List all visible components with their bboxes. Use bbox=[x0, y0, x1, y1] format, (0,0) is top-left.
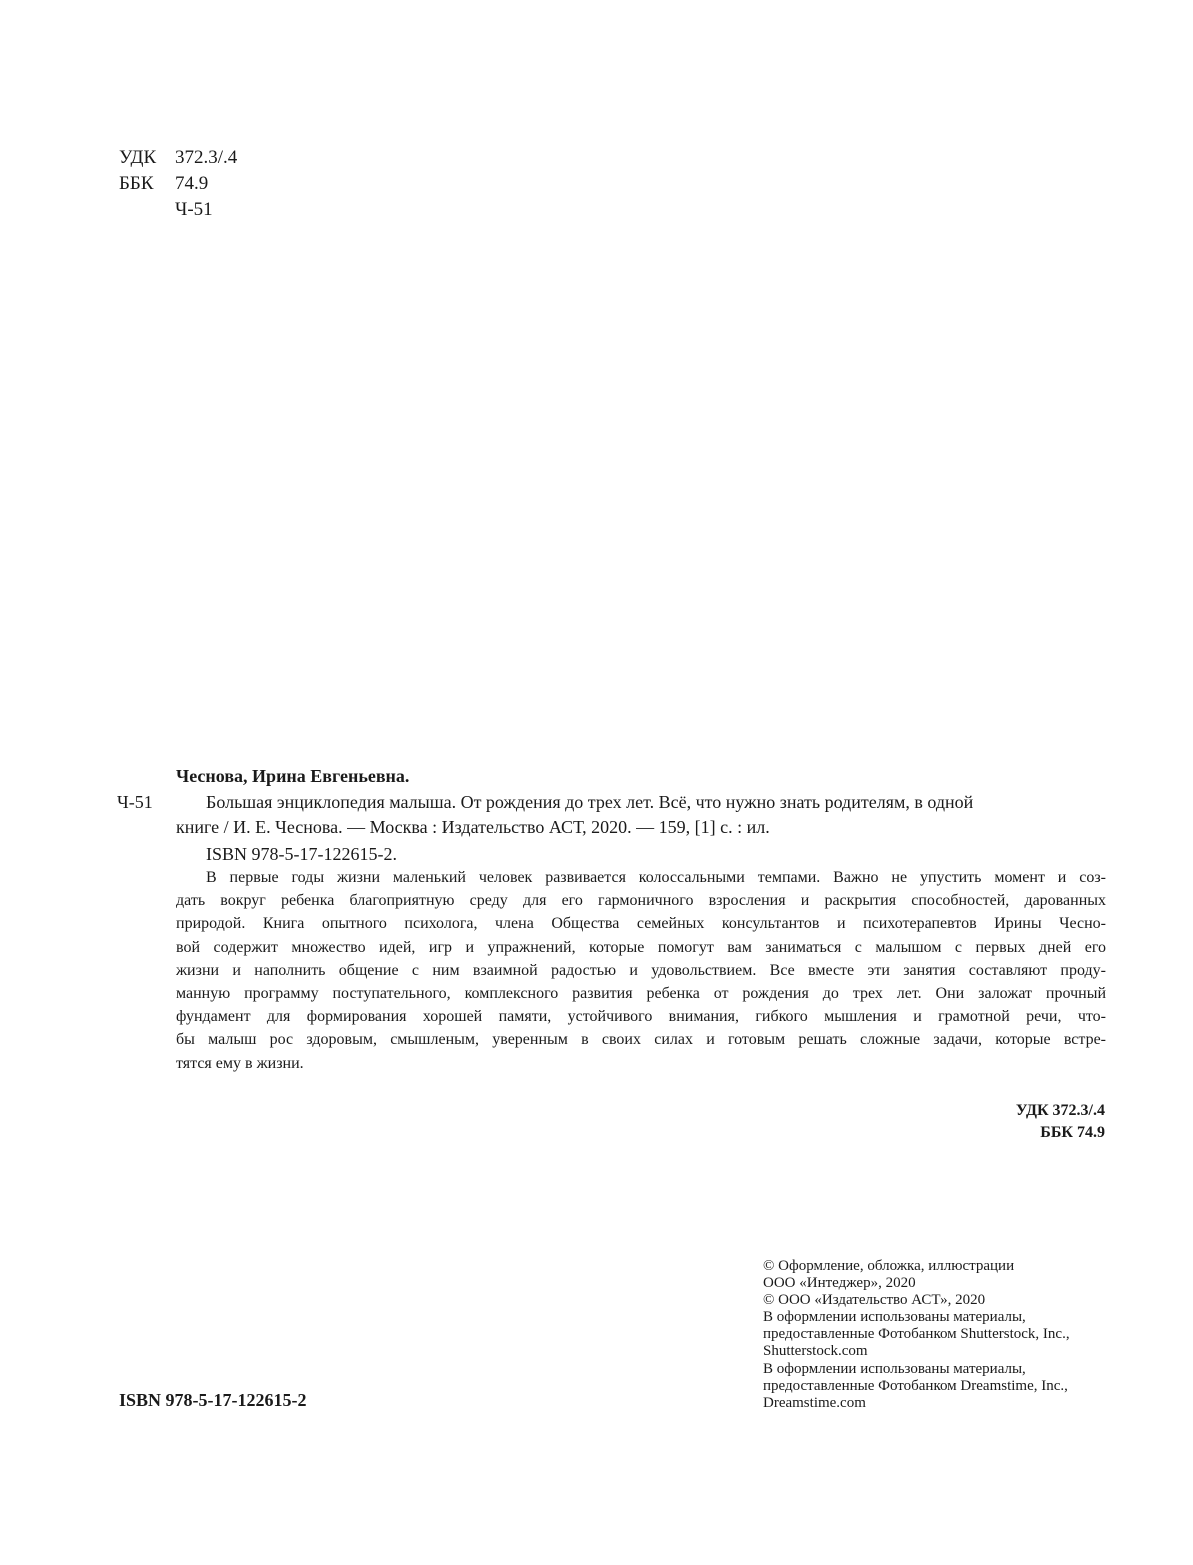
annotation-line: бы малыш рос здоровым, смышленым, уверенным в своих силах и готовым решать сложные задачи, которые встре- bbox=[176, 1031, 1106, 1049]
annotation bbox=[176, 866, 1106, 1075]
copyright-line: В оформлении использованы материалы, bbox=[763, 1360, 1026, 1377]
author-mark-left: Ч-51 bbox=[117, 792, 153, 812]
bbk-label: ББК bbox=[119, 173, 154, 194]
copyright-block bbox=[763, 1258, 1070, 1412]
bbk-value: 74.9 bbox=[175, 173, 209, 194]
annotation-line: вой содержит множество идей, игр и упражнений, которые помогут вам заниматься с малышом с первых дней его bbox=[176, 938, 1106, 956]
title-line: Большая энциклопедия малыша. От рождения до трех лет. Всё, что нужно знать родителям, в одной bbox=[206, 792, 974, 812]
copyright-line: предоставленные Фотобанком Shutterstock, Inc., bbox=[763, 1326, 1070, 1343]
copyright-line: © Оформление, обложка, иллюстрации bbox=[763, 1258, 1015, 1274]
record-isbn: ISBN 978-5-17-122615-2. bbox=[206, 844, 397, 864]
title-description bbox=[176, 790, 1106, 840]
annotation-line: манную программу поступательного, комплексного развития ребенка от рождения до трех лет. Они заложат прочный bbox=[176, 985, 1106, 1003]
isbn-bottom: ISBN 978-5-17-122615-2 bbox=[119, 1390, 307, 1410]
title-line: книге / И. Е. Чеснова. — Москва : Издательство АСТ, 2020. — 159, [1] с. : ил. bbox=[176, 817, 770, 837]
copyright-line: ООО «Интеджер», 2020 bbox=[763, 1275, 916, 1292]
udk-full: УДК 372.3/.4 bbox=[1015, 1102, 1105, 1119]
annotation-line: дать вокруг ребенка благоприятную среду для его гармоничного взросления и раскрытия способностей, дарованных bbox=[176, 892, 1106, 910]
classification-codes-right bbox=[1016, 1100, 1105, 1144]
udk-label: УДК bbox=[119, 147, 157, 168]
annotation-line: природой. Книга опытного психолога, члена Общества семейных консультантов и психотерапевтов Ирины Чесно- bbox=[176, 915, 1106, 933]
author-mark-top: Ч-51 bbox=[175, 199, 213, 220]
annotation-line: В первые годы жизни маленький человек развивается колоссальными темпами. Важно не упустить момент и соз- bbox=[206, 869, 1106, 886]
copyright-line: Dreamstime.com bbox=[763, 1394, 866, 1411]
author-heading: Чеснова, Ирина Евгеньевна. bbox=[176, 766, 410, 786]
copyright-line: предоставленные Фотобанком Dreamstime, Inc., bbox=[763, 1377, 1068, 1394]
udk-value: 372.3/.4 bbox=[175, 147, 238, 168]
annotation-line: тятся ему в жизни. bbox=[176, 1054, 304, 1072]
bbk-full: ББК 74.9 bbox=[1040, 1124, 1105, 1141]
annotation-line: жизни и наполнить общение с ним взаимной радостью и удовольствием. Все вместе эти занятия составляют проду- bbox=[176, 961, 1106, 979]
annotation-line: фундамент для формирования хорошей памяти, устойчивого внимания, гибкого мышления и грамотной речи, что- bbox=[176, 1008, 1106, 1026]
copyright-line: В оформлении использованы материалы, bbox=[763, 1309, 1026, 1326]
copyright-line: © ООО «Издательство АСТ», 2020 bbox=[763, 1292, 986, 1309]
copyright-line: Shutterstock.com bbox=[763, 1343, 868, 1360]
